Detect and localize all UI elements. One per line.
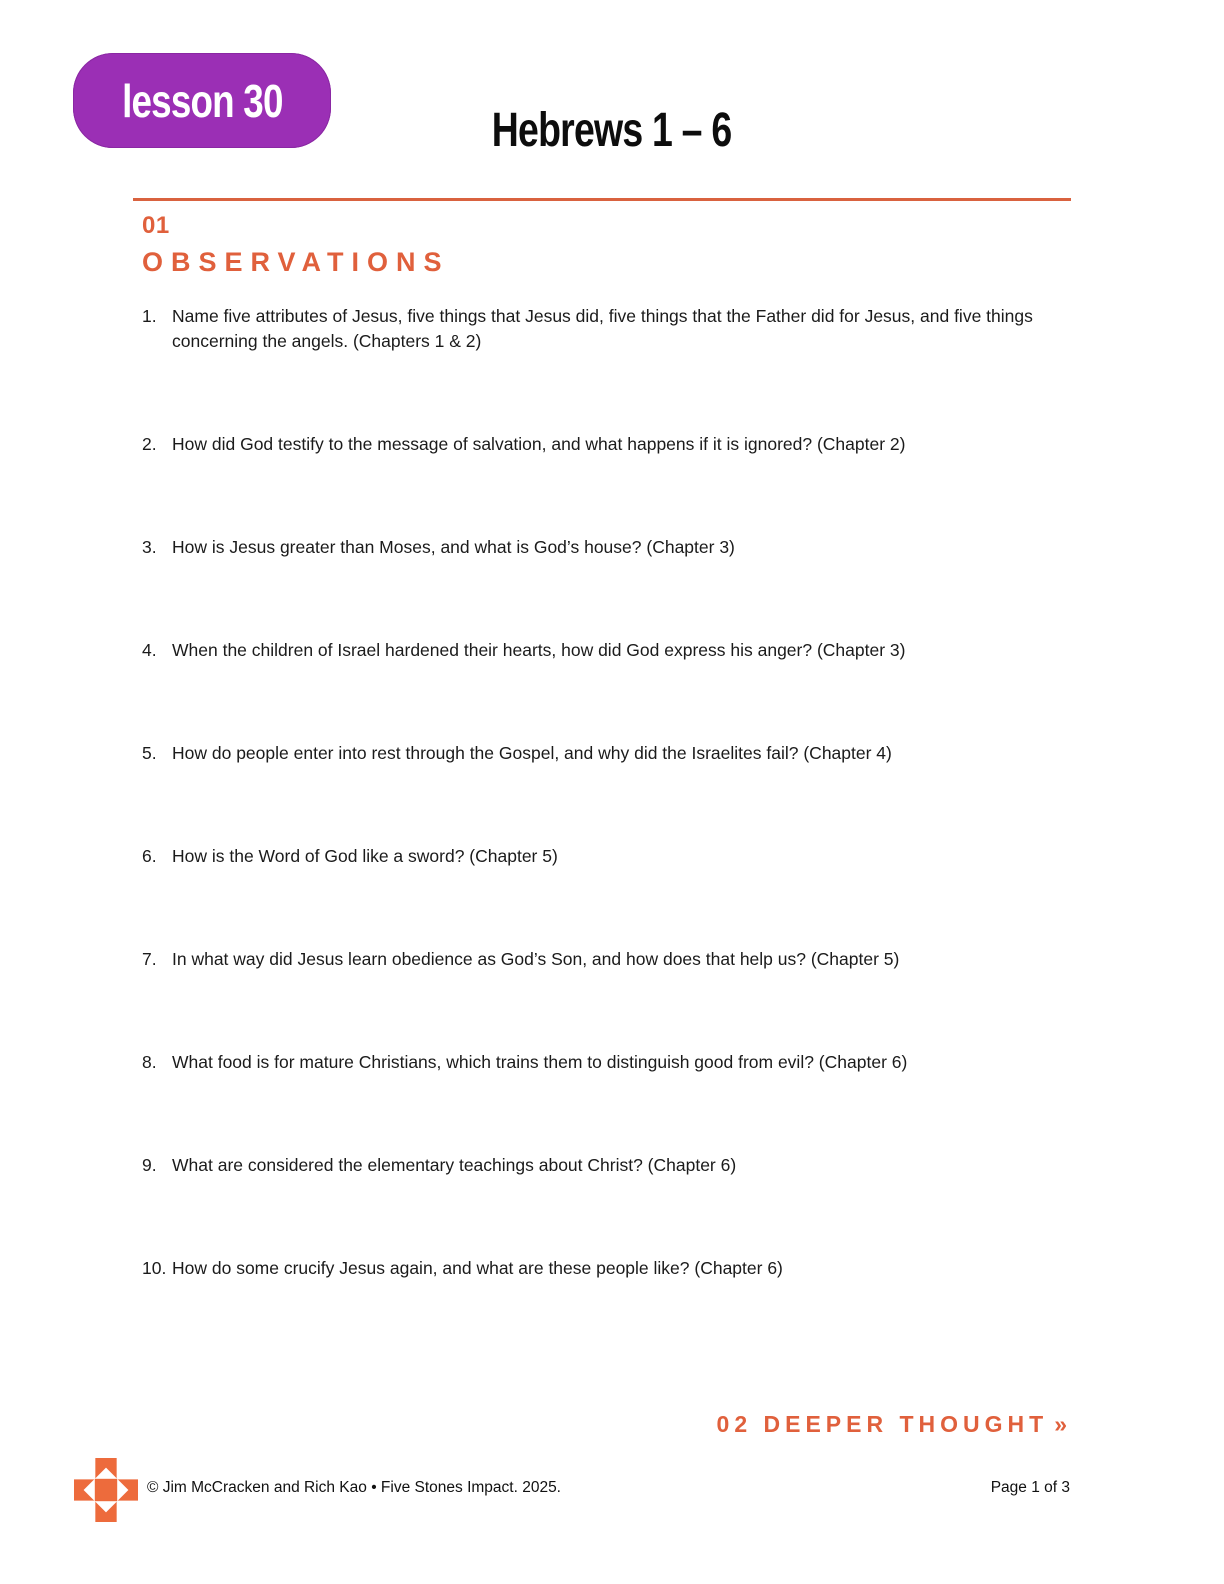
question-number: 7. bbox=[142, 949, 157, 969]
question-number: 1. bbox=[142, 306, 157, 326]
question-number: 9. bbox=[142, 1155, 157, 1175]
question-text: How is the Word of God like a sword? (Chapter 5) bbox=[172, 846, 558, 866]
question-text: How is Jesus greater than Moses, and what is God’s house? (Chapter 3) bbox=[172, 537, 735, 557]
question-number: 8. bbox=[142, 1052, 157, 1072]
page-title-text: Hebrews 1 – 6 bbox=[492, 104, 732, 157]
five-stones-impact-logo-icon bbox=[74, 1457, 138, 1523]
question-item-9 bbox=[142, 1153, 1057, 1178]
question-text: In what way did Jesus learn obedience as God’s Son, and how does that help us? (Chapter 5) bbox=[172, 949, 900, 969]
question-item-7 bbox=[142, 947, 1057, 972]
section-number: 01 bbox=[142, 212, 170, 239]
page-title bbox=[0, 103, 1224, 158]
question-item-10 bbox=[142, 1256, 1057, 1281]
question-number: 4. bbox=[142, 640, 157, 660]
section-heading: OBSERVATIONS bbox=[142, 247, 450, 277]
questions-list bbox=[142, 304, 1057, 1359]
question-text: How did God testify to the message of salvation, and what happens if it is ignored? (Chapter 2) bbox=[172, 434, 906, 454]
question-text: What food is for mature Christians, which trains them to distinguish good from evil? (Chapter 6) bbox=[172, 1052, 908, 1072]
question-item-5 bbox=[142, 741, 1057, 766]
question-item-8 bbox=[142, 1050, 1057, 1075]
next-section-link[interactable] bbox=[717, 1411, 1067, 1438]
question-number: 2. bbox=[142, 434, 157, 454]
next-section-label: 02 DEEPER THOUGHT bbox=[716, 1411, 1049, 1437]
lesson-number-label: lesson 30 bbox=[121, 74, 283, 127]
question-number: 3. bbox=[142, 537, 157, 557]
question-number: 5. bbox=[142, 743, 157, 763]
question-text: When the children of Israel hardened their hearts, how did God express his anger? (Chapter 3) bbox=[172, 640, 906, 660]
double-chevron-right-icon: » bbox=[1054, 1411, 1067, 1437]
copyright-text: © Jim McCracken and Rich Kao • Five Stones Impact. 2025. bbox=[147, 1479, 561, 1496]
header-divider-line bbox=[133, 198, 1071, 201]
question-item-4 bbox=[142, 638, 1057, 663]
question-item-1 bbox=[142, 304, 1057, 354]
question-number: 6. bbox=[142, 846, 157, 866]
question-item-6 bbox=[142, 844, 1057, 869]
question-item-2 bbox=[142, 432, 1057, 457]
question-text: Name five attributes of Jesus, five things that Jesus did, five things that the Father did for Jesus, and five things concerning the angels. (Chapters 1 & 2) bbox=[172, 306, 1033, 351]
question-number: 10. bbox=[142, 1258, 167, 1278]
page-number: Page 1 of 3 bbox=[990, 1479, 1070, 1496]
question-text: How do people enter into rest through the Gospel, and why did the Israelites fail? (Chapter 4) bbox=[172, 743, 892, 763]
question-text: How do some crucify Jesus again, and what are these people like? (Chapter 6) bbox=[172, 1258, 783, 1278]
question-item-3 bbox=[142, 535, 1057, 560]
question-text: What are considered the elementary teachings about Christ? (Chapter 6) bbox=[172, 1155, 737, 1175]
